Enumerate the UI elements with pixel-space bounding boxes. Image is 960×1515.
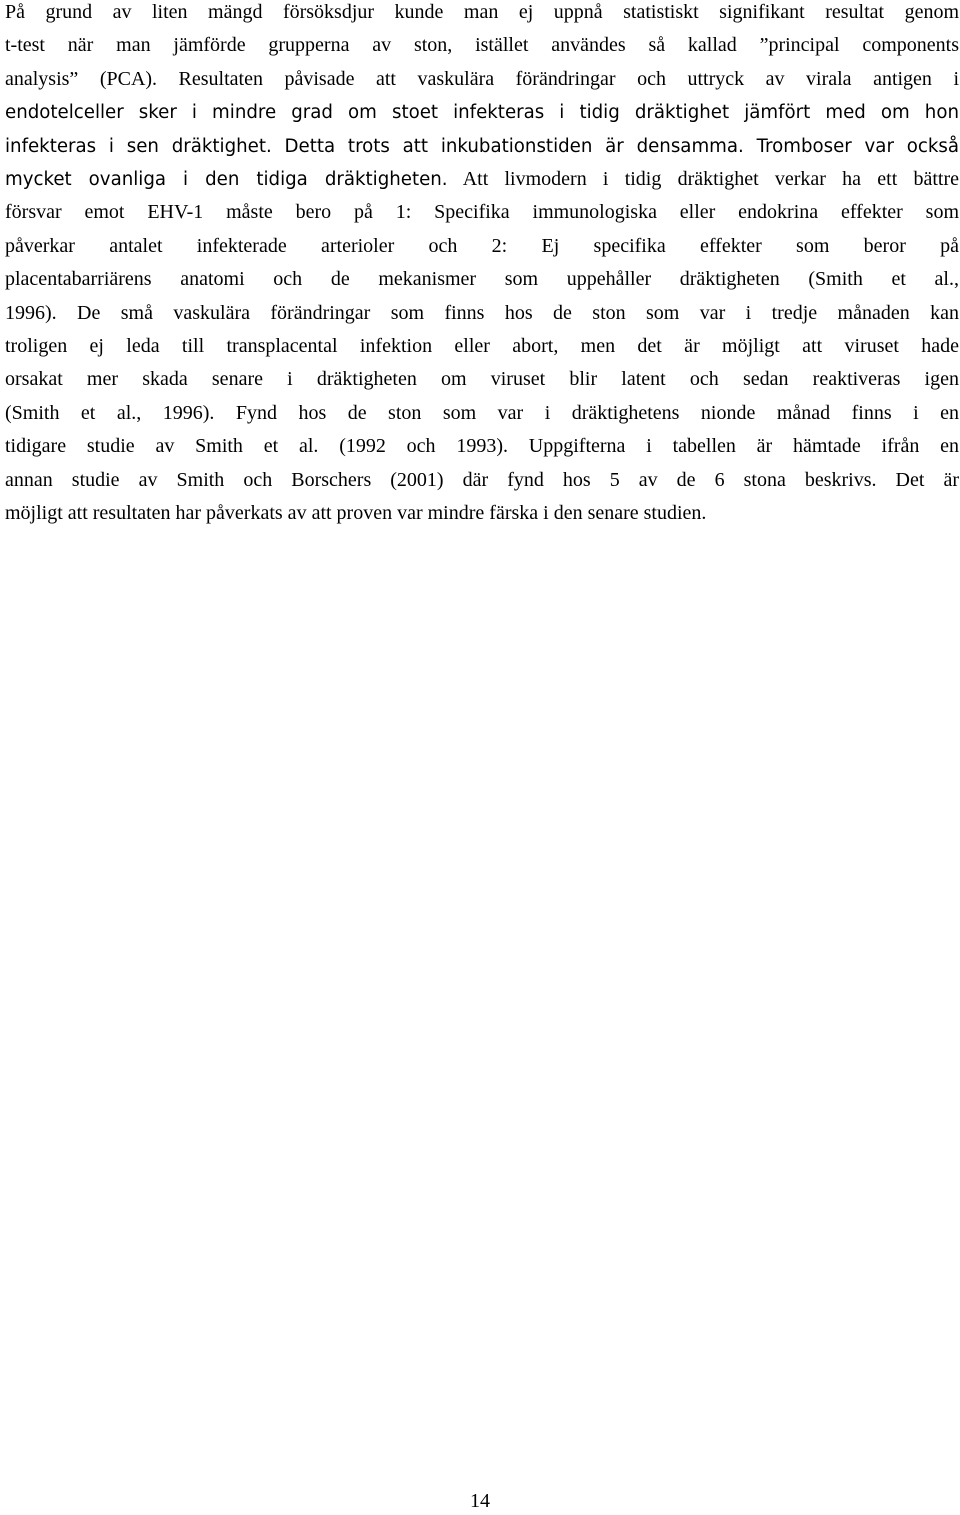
page-number: 14 — [470, 1490, 490, 1512]
text-line: endotelceller sker i mindre grad om stoet infekteras i tidig dräktighet jämfört med om hon — [5, 102, 959, 124]
body-paragraph — [5, 0, 959, 531]
text-line: försvar emot EHV-1 måste bero på 1: Specifika immunologiska eller endokrina effekter som — [5, 201, 959, 224]
text-line: troligen ej leda till transplacental infektion eller abort, men det är möjligt att viruset hade — [5, 335, 959, 358]
text-line: (Smith et al., 1996). Fynd hos de ston som var i dräktighetens nionde månad finns i en — [5, 401, 959, 424]
text-line: möjligt att resultaten har påverkats av att proven var mindre färska i den senare studien. — [5, 502, 707, 525]
text-line: tidigare studie av Smith et al. (1992 och 1993). Uppgifterna i tabellen är hämtade ifrån en — [5, 435, 959, 458]
text-line: analysis” (PCA). Resultaten påvisade att vaskulära förändringar och uttryck av virala antigen i — [5, 67, 959, 90]
text-line — [5, 163, 959, 196]
text-line: infekteras i sen dräktighet. Detta trots att inkubationstiden är densamma. Tromboser var också — [5, 135, 959, 157]
text-line: annan studie av Smith och Borschers (2001) där fynd hos 5 av de 6 stona beskrivs. Det är — [5, 468, 959, 491]
text-line: orsakat mer skada senare i dräktigheten om viruset blir latent och sedan reaktiveras igen — [5, 368, 959, 391]
text-line: t-test när man jämförde grupperna av ston, istället användes så kallad ”principal components — [5, 34, 959, 57]
text-line: placentabarriärens anatomi och de mekanismer som uppehåller dräktigheten (Smith et al., — [5, 268, 959, 291]
text-line: påverkar antalet infekterade arterioler och 2: Ej specifika effekter som beror på — [5, 234, 959, 257]
text-segment: mycket ovanliga i den tidiga dräktigheten. — [5, 169, 448, 191]
text-line: 1996). De små vaskulära förändringar som finns hos de ston som var i tredje månaden kan — [5, 301, 959, 324]
text-line: På grund av liten mängd försöksdjur kunde man ej uppnå statistiskt signifikant resultat genom — [5, 1, 959, 23]
text-segment: Att livmodern i tidig dräktighet verkar ha ett bättre — [462, 168, 959, 191]
